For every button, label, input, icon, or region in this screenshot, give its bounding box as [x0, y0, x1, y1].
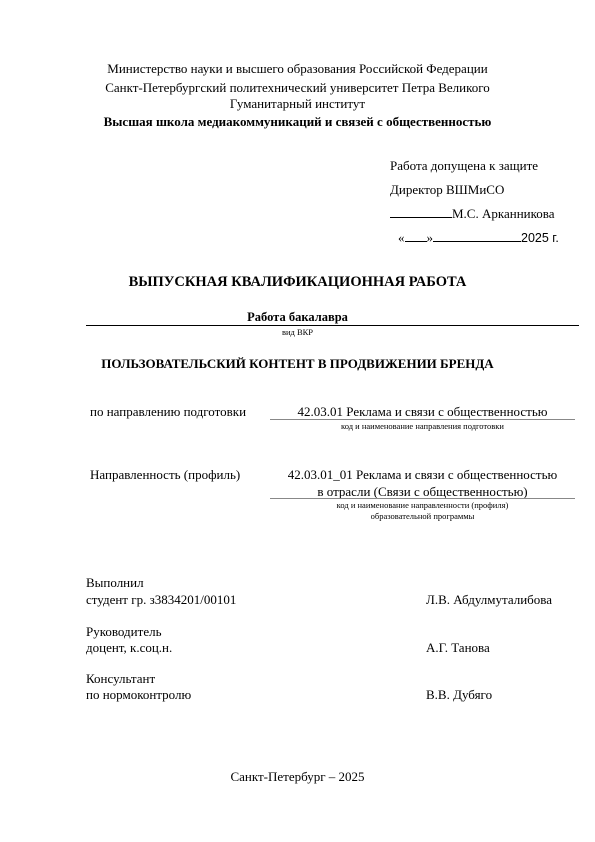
direction-value: 42.03.01 Реклама и связи с общественностью — [297, 404, 548, 419]
ministry-line: Министерство науки и высшего образования Российской Федерации — [107, 61, 488, 76]
supervisor-name: А.Г. Танова — [426, 640, 490, 655]
university-line: Санкт-Петербургский политехнический университет Петра Великого — [105, 80, 490, 95]
school-line: Высшая школа медиакоммуникаций и связей с общественностью — [103, 114, 492, 129]
direction-caption: код и наименование направления подготовки — [341, 421, 504, 431]
profile-caption-line2: образовательной программы — [370, 511, 475, 521]
author-role-line1: Выполнил — [86, 575, 144, 590]
work-type: Работа бакалавра — [247, 310, 348, 324]
supervisor-role-line2: доцент, к.соц.н. — [86, 640, 173, 655]
day-blank — [405, 230, 427, 242]
date-quote-close: » — [426, 230, 433, 245]
consultant-role-line2: по нормоконтролю — [86, 687, 192, 702]
signature-blank — [390, 206, 452, 218]
city-year: Санкт-Петербург – 2025 — [230, 769, 365, 784]
profile-value-line2: в отрасли (Связи с общественностью) — [317, 484, 528, 499]
supervisor-role-line1: Руководитель — [86, 624, 162, 639]
approval-date — [398, 230, 559, 246]
director-text: Директор ВШМиСО — [390, 182, 505, 197]
work-type-caption: вид ВКР — [281, 327, 314, 337]
date-year: 2025 г. — [521, 231, 559, 245]
date-quote-open: « — [398, 230, 405, 245]
profile-caption-line1: код и наименование направленности (профиля) — [336, 500, 509, 510]
director-name: М.С. Арканникова — [452, 206, 555, 221]
direction-label: по направлению подготовки — [90, 404, 247, 419]
consultant-role-line1: Консультант — [86, 671, 156, 686]
direction-underline — [270, 419, 575, 420]
admitted-text: Работа допущена к защите — [390, 158, 539, 173]
consultant-name: В.В. Дубяго — [426, 687, 493, 702]
author-role-line2: студент гр. з3834201/00101 — [86, 592, 237, 607]
document-title: ВЫПУСКНАЯ КВАЛИФИКАЦИОННАЯ РАБОТА — [128, 274, 467, 290]
month-blank — [433, 230, 521, 242]
director-signature — [390, 206, 555, 222]
thesis-topic: ПОЛЬЗОВАТЕЛЬСКИЙ КОНТЕНТ В ПРОДВИЖЕНИИ БРЕНДА — [101, 356, 494, 371]
work-type-underline — [86, 325, 579, 326]
profile-underline — [270, 498, 575, 499]
profile-label: Направленность (профиль) — [90, 467, 241, 482]
profile-value-line1: 42.03.01_01 Реклама и связи с общественностью — [287, 467, 558, 482]
institute-line: Гуманитарный институт — [229, 96, 366, 111]
author-name: Л.В. Абдулмуталибова — [426, 592, 553, 607]
